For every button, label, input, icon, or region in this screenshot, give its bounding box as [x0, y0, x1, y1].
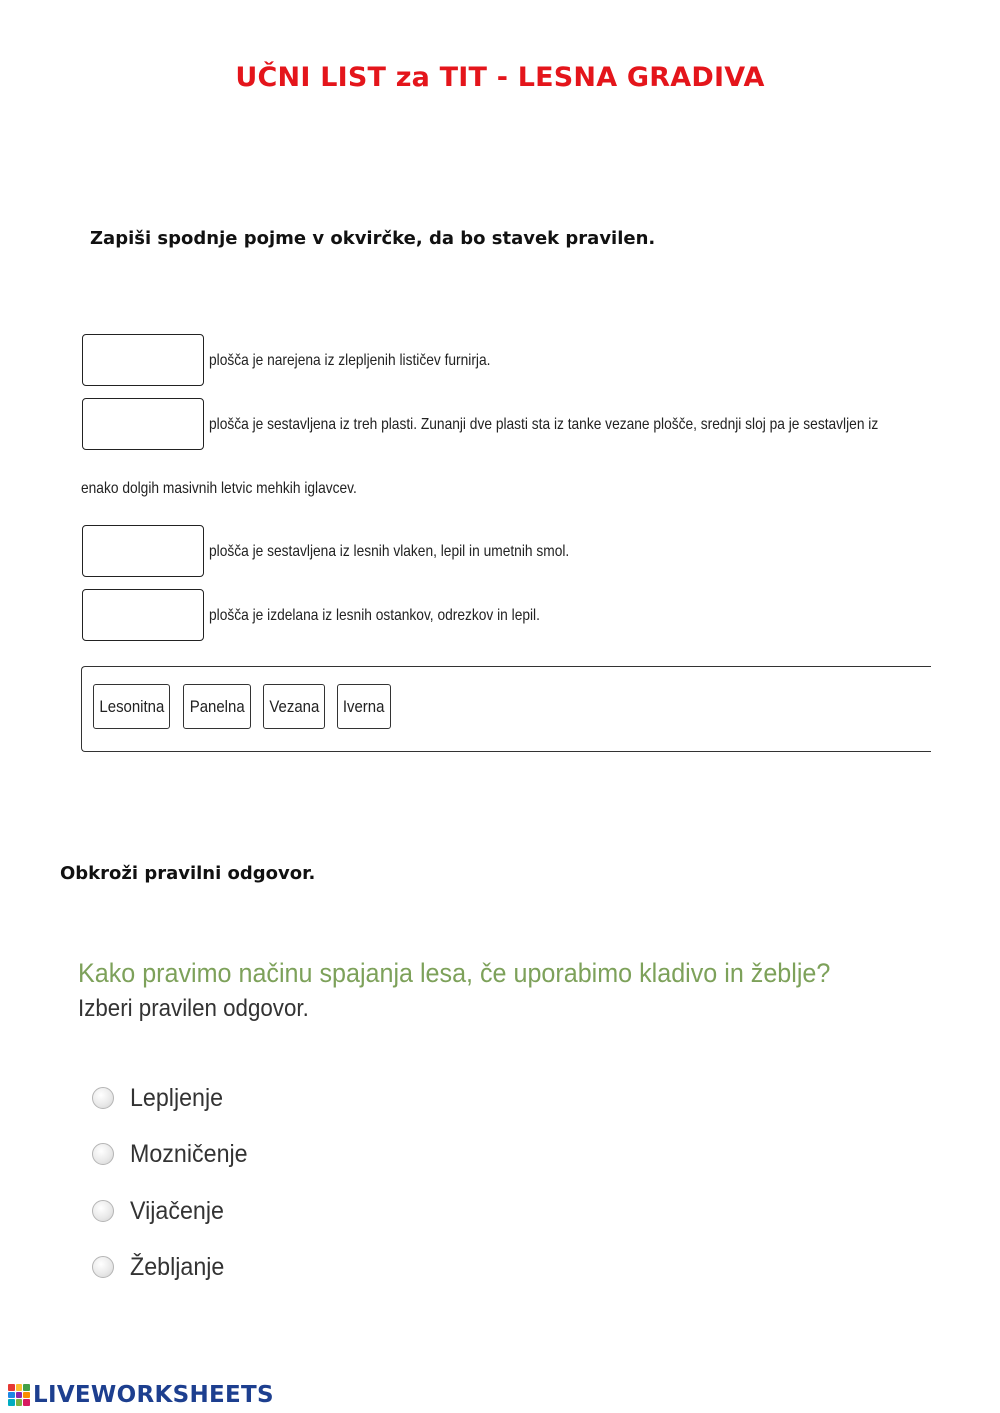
sentence-2-continuation: enako dolgih masivnih letvic mehkih iglavcev. [81, 480, 357, 497]
logo-square [23, 1399, 30, 1406]
sentence-2: plošča je sestavljena iz treh plasti. Zunanji dve plasti sta iz tanke vezane plošče, srednji sloj pa je sestavljen iz [209, 416, 879, 433]
sentence-1: plošča je narejena iz zlepljenih lističev furnirja. [209, 352, 491, 369]
option-zebljanje[interactable] [92, 1252, 231, 1282]
logo-square [23, 1384, 30, 1391]
multiple-choice-instruction: Obkroži pravilni odgovor. [60, 863, 316, 884]
logo-square [16, 1384, 23, 1391]
answer-blank-2[interactable] [82, 398, 204, 450]
option-lepljenje[interactable] [92, 1083, 230, 1113]
answer-blank-3[interactable] [82, 525, 204, 577]
option-moznicenje[interactable] [92, 1139, 256, 1169]
logo-square [23, 1392, 30, 1399]
word-chip-iverna[interactable] [337, 684, 391, 729]
word-chip-label: Vezana [269, 696, 319, 716]
logo-square [8, 1399, 15, 1406]
question-subtitle: Izberi pravilen odgovor. [78, 995, 309, 1022]
sentence-3: plošča je sestavljena iz lesnih vlaken, lepil in umetnih smol. [209, 543, 570, 560]
option-vijacenje[interactable] [92, 1196, 231, 1226]
logo-square [16, 1399, 23, 1406]
option-label: Mozničenje [130, 1139, 248, 1168]
word-chip-label: Iverna [343, 696, 385, 716]
option-label: Žebljanje [130, 1252, 225, 1281]
liveworksheets-logo-icon [8, 1384, 30, 1406]
word-chip-label: Panelna [189, 696, 245, 716]
question-text: Kako pravimo načinu spajanja lesa, če uporabimo kladivo in žeblje? [78, 958, 831, 988]
logo-square [16, 1392, 23, 1399]
liveworksheets-footer [8, 1381, 274, 1409]
word-chip-label: Lesonitna [99, 696, 164, 716]
radio-button[interactable] [92, 1087, 114, 1109]
logo-square [8, 1392, 15, 1399]
worksheet-title: UČNI LIST za TIT - LESNA GRADIVA [235, 62, 765, 93]
answer-blank-4[interactable] [82, 589, 204, 641]
answer-blank-1[interactable] [82, 334, 204, 386]
word-chip-panelna[interactable] [183, 684, 251, 729]
sentence-4: plošča je izdelana iz lesnih ostankov, odrezkov in lepil. [209, 607, 540, 624]
radio-button[interactable] [92, 1143, 114, 1165]
option-label: Vijačenje [130, 1196, 224, 1225]
option-label: Lepljenje [130, 1083, 224, 1112]
word-chip-vezana[interactable] [263, 684, 325, 729]
radio-button[interactable] [92, 1200, 114, 1222]
logo-square [8, 1384, 15, 1391]
fill-in-instruction: Zapiši spodnje pojme v okvirčke, da bo stavek pravilen. [90, 228, 656, 249]
brand-name: LIVEWORKSHEETS [33, 1382, 274, 1408]
word-chip-lesonitna[interactable] [93, 684, 170, 729]
radio-button[interactable] [92, 1256, 114, 1278]
